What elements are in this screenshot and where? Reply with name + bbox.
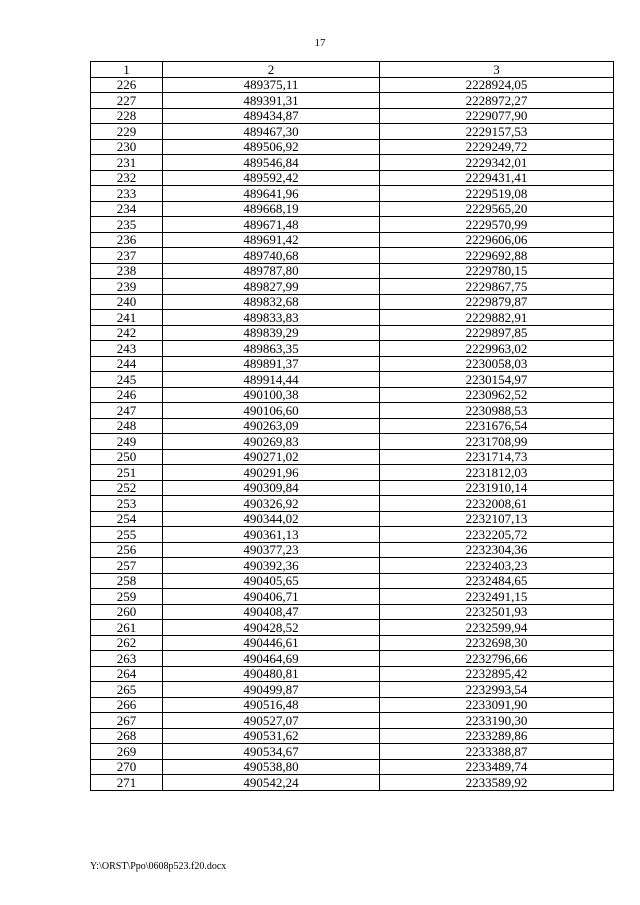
x-coordinate-cell: 489506,92	[163, 139, 380, 155]
x-coordinate-cell: 490534,67	[163, 744, 380, 760]
x-coordinate-cell: 490106,60	[163, 403, 380, 419]
point-number-cell: 253	[91, 496, 163, 512]
point-number-cell: 261	[91, 620, 163, 636]
y-coordinate-cell: 2228924,05	[380, 77, 614, 93]
y-coordinate-cell: 2232008,61	[380, 496, 614, 512]
coordinates-table	[90, 61, 614, 791]
y-coordinate-cell: 2232501,93	[380, 604, 614, 620]
y-coordinate-cell: 2229882,91	[380, 310, 614, 326]
table-row	[91, 155, 614, 171]
x-coordinate-cell: 490344,02	[163, 511, 380, 527]
table-row	[91, 589, 614, 605]
x-coordinate-cell: 489863,35	[163, 341, 380, 357]
table-row	[91, 635, 614, 651]
y-coordinate-cell: 2229897,85	[380, 325, 614, 341]
table-row	[91, 651, 614, 667]
point-number-cell: 263	[91, 651, 163, 667]
point-number-cell: 250	[91, 449, 163, 465]
y-coordinate-cell: 2233190,30	[380, 713, 614, 729]
table-row	[91, 604, 614, 620]
y-coordinate-cell: 2231708,99	[380, 434, 614, 450]
y-coordinate-cell: 2232491,15	[380, 589, 614, 605]
point-number-cell: 234	[91, 201, 163, 217]
x-coordinate-cell: 489691,42	[163, 232, 380, 248]
x-coordinate-cell: 489375,11	[163, 77, 380, 93]
table-row	[91, 759, 614, 775]
table-row	[91, 542, 614, 558]
y-coordinate-cell: 2232107,13	[380, 511, 614, 527]
table-row	[91, 558, 614, 574]
table-row	[91, 139, 614, 155]
point-number-cell: 271	[91, 775, 163, 791]
table-row	[91, 341, 614, 357]
point-number-cell: 237	[91, 248, 163, 264]
y-coordinate-cell: 2232403,23	[380, 558, 614, 574]
table-row	[91, 620, 614, 636]
point-number-cell: 255	[91, 527, 163, 543]
x-coordinate-cell: 490428,52	[163, 620, 380, 636]
table-row	[91, 775, 614, 791]
table-row	[91, 263, 614, 279]
y-coordinate-cell: 2229867,75	[380, 279, 614, 295]
table-row	[91, 418, 614, 434]
point-number-cell: 233	[91, 186, 163, 202]
x-coordinate-cell: 490446,61	[163, 635, 380, 651]
table-row	[91, 77, 614, 93]
header-row	[91, 62, 614, 78]
x-coordinate-cell: 489914,44	[163, 372, 380, 388]
y-coordinate-cell: 2232993,54	[380, 682, 614, 698]
y-coordinate-cell: 2232304,36	[380, 542, 614, 558]
point-number-cell: 242	[91, 325, 163, 341]
point-number-cell: 265	[91, 682, 163, 698]
y-coordinate-cell: 2229342,01	[380, 155, 614, 171]
x-coordinate-cell: 490499,87	[163, 682, 380, 698]
y-coordinate-cell: 2233289,86	[380, 728, 614, 744]
table-row	[91, 434, 614, 450]
y-coordinate-cell: 2229780,15	[380, 263, 614, 279]
y-coordinate-cell: 2230154,97	[380, 372, 614, 388]
y-coordinate-cell: 2231714,73	[380, 449, 614, 465]
point-number-cell: 260	[91, 604, 163, 620]
table-row	[91, 232, 614, 248]
x-coordinate-cell: 489546,84	[163, 155, 380, 171]
point-number-cell: 257	[91, 558, 163, 574]
point-number-cell: 264	[91, 666, 163, 682]
y-coordinate-cell: 2229519,08	[380, 186, 614, 202]
y-coordinate-cell: 2229157,53	[380, 124, 614, 140]
table-row	[91, 480, 614, 496]
y-coordinate-cell: 2229692,88	[380, 248, 614, 264]
footer-file-path: Y:\ORST\Ppo\0608p523.f20.docx	[90, 861, 227, 872]
column-header-3: 3	[380, 62, 614, 78]
y-coordinate-cell: 2229963,02	[380, 341, 614, 357]
table-row	[91, 403, 614, 419]
x-coordinate-cell: 490263,09	[163, 418, 380, 434]
y-coordinate-cell: 2229431,41	[380, 170, 614, 186]
table-row	[91, 682, 614, 698]
y-coordinate-cell: 2229879,87	[380, 294, 614, 310]
point-number-cell: 256	[91, 542, 163, 558]
y-coordinate-cell: 2232895,42	[380, 666, 614, 682]
y-coordinate-cell: 2228972,27	[380, 93, 614, 109]
table-row	[91, 294, 614, 310]
point-number-cell: 244	[91, 356, 163, 372]
table-row	[91, 713, 614, 729]
point-number-cell: 245	[91, 372, 163, 388]
x-coordinate-cell: 489740,68	[163, 248, 380, 264]
page-number: 17	[314, 37, 326, 49]
y-coordinate-cell: 2229077,90	[380, 108, 614, 124]
table-row	[91, 217, 614, 233]
point-number-cell: 230	[91, 139, 163, 155]
column-header-2: 2	[163, 62, 380, 78]
point-number-cell: 258	[91, 573, 163, 589]
table-row	[91, 527, 614, 543]
point-number-cell: 252	[91, 480, 163, 496]
table-row	[91, 666, 614, 682]
table-row	[91, 93, 614, 109]
x-coordinate-cell: 490538,80	[163, 759, 380, 775]
x-coordinate-cell: 490377,23	[163, 542, 380, 558]
x-coordinate-cell: 490464,69	[163, 651, 380, 667]
x-coordinate-cell: 490361,13	[163, 527, 380, 543]
x-coordinate-cell: 489891,37	[163, 356, 380, 372]
point-number-cell: 251	[91, 465, 163, 481]
x-coordinate-cell: 490408,47	[163, 604, 380, 620]
table-row	[91, 372, 614, 388]
table-row	[91, 108, 614, 124]
point-number-cell: 269	[91, 744, 163, 760]
point-number-cell: 226	[91, 77, 163, 93]
point-number-cell: 246	[91, 387, 163, 403]
x-coordinate-cell: 489641,96	[163, 186, 380, 202]
x-coordinate-cell: 490405,65	[163, 573, 380, 589]
x-coordinate-cell: 489467,30	[163, 124, 380, 140]
point-number-cell: 243	[91, 341, 163, 357]
point-number-cell: 232	[91, 170, 163, 186]
x-coordinate-cell: 489833,83	[163, 310, 380, 326]
x-coordinate-cell: 490480,81	[163, 666, 380, 682]
table-row	[91, 186, 614, 202]
table-row	[91, 697, 614, 713]
point-number-cell: 270	[91, 759, 163, 775]
x-coordinate-cell: 490309,84	[163, 480, 380, 496]
point-number-cell: 267	[91, 713, 163, 729]
y-coordinate-cell: 2233489,74	[380, 759, 614, 775]
x-coordinate-cell: 489391,31	[163, 93, 380, 109]
y-coordinate-cell: 2231676,54	[380, 418, 614, 434]
point-number-cell: 247	[91, 403, 163, 419]
y-coordinate-cell: 2229570,99	[380, 217, 614, 233]
y-coordinate-cell: 2230058,03	[380, 356, 614, 372]
table-row	[91, 449, 614, 465]
table-header	[91, 62, 614, 78]
x-coordinate-cell: 490406,71	[163, 589, 380, 605]
x-coordinate-cell: 489832,68	[163, 294, 380, 310]
table-row	[91, 170, 614, 186]
point-number-cell: 236	[91, 232, 163, 248]
table-row	[91, 279, 614, 295]
table-row	[91, 124, 614, 140]
table-row	[91, 573, 614, 589]
column-header-1: 1	[91, 62, 163, 78]
x-coordinate-cell: 490392,36	[163, 558, 380, 574]
x-coordinate-cell: 489592,42	[163, 170, 380, 186]
point-number-cell: 231	[91, 155, 163, 171]
x-coordinate-cell: 489668,19	[163, 201, 380, 217]
x-coordinate-cell: 489671,48	[163, 217, 380, 233]
y-coordinate-cell: 2229249,72	[380, 139, 614, 155]
point-number-cell: 268	[91, 728, 163, 744]
y-coordinate-cell: 2229565,20	[380, 201, 614, 217]
y-coordinate-cell: 2233388,87	[380, 744, 614, 760]
table-row	[91, 356, 614, 372]
y-coordinate-cell: 2231812,03	[380, 465, 614, 481]
y-coordinate-cell: 2233589,92	[380, 775, 614, 791]
table-row	[91, 387, 614, 403]
x-coordinate-cell: 489839,29	[163, 325, 380, 341]
x-coordinate-cell: 489434,87	[163, 108, 380, 124]
table-row	[91, 310, 614, 326]
x-coordinate-cell: 490542,24	[163, 775, 380, 791]
x-coordinate-cell: 490516,48	[163, 697, 380, 713]
x-coordinate-cell: 489787,80	[163, 263, 380, 279]
y-coordinate-cell: 2232796,66	[380, 651, 614, 667]
point-number-cell: 249	[91, 434, 163, 450]
point-number-cell: 239	[91, 279, 163, 295]
x-coordinate-cell: 490271,02	[163, 449, 380, 465]
point-number-cell: 259	[91, 589, 163, 605]
table-row	[91, 511, 614, 527]
table-row	[91, 325, 614, 341]
point-number-cell: 254	[91, 511, 163, 527]
table-body	[91, 77, 614, 790]
y-coordinate-cell: 2232484,65	[380, 573, 614, 589]
x-coordinate-cell: 490527,07	[163, 713, 380, 729]
point-number-cell: 227	[91, 93, 163, 109]
x-coordinate-cell: 490100,38	[163, 387, 380, 403]
point-number-cell: 266	[91, 697, 163, 713]
y-coordinate-cell: 2231910,14	[380, 480, 614, 496]
table-row	[91, 248, 614, 264]
point-number-cell: 262	[91, 635, 163, 651]
table-row	[91, 744, 614, 760]
point-number-cell: 238	[91, 263, 163, 279]
point-number-cell: 240	[91, 294, 163, 310]
point-number-cell: 248	[91, 418, 163, 434]
x-coordinate-cell: 489827,99	[163, 279, 380, 295]
y-coordinate-cell: 2229606,06	[380, 232, 614, 248]
point-number-cell: 229	[91, 124, 163, 140]
point-number-cell: 228	[91, 108, 163, 124]
x-coordinate-cell: 490531,62	[163, 728, 380, 744]
y-coordinate-cell: 2233091,90	[380, 697, 614, 713]
table-row	[91, 465, 614, 481]
x-coordinate-cell: 490326,92	[163, 496, 380, 512]
table-row	[91, 496, 614, 512]
y-coordinate-cell: 2232599,94	[380, 620, 614, 636]
x-coordinate-cell: 490269,83	[163, 434, 380, 450]
table-row	[91, 728, 614, 744]
point-number-cell: 235	[91, 217, 163, 233]
y-coordinate-cell: 2232698,30	[380, 635, 614, 651]
x-coordinate-cell: 490291,96	[163, 465, 380, 481]
y-coordinate-cell: 2232205,72	[380, 527, 614, 543]
table-row	[91, 201, 614, 217]
y-coordinate-cell: 2230962,52	[380, 387, 614, 403]
y-coordinate-cell: 2230988,53	[380, 403, 614, 419]
point-number-cell: 241	[91, 310, 163, 326]
